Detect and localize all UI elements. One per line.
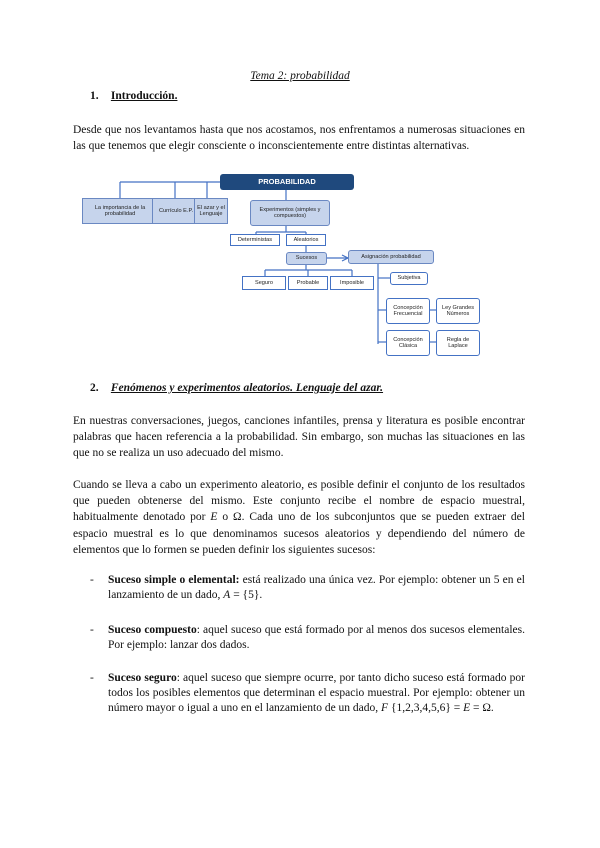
section-1-heading (90, 90, 177, 102)
probabilidad-node: PROBABILIDAD (220, 174, 354, 190)
imposible-node: Imposible (330, 276, 374, 290)
paragraph-3-part2: o Ω. Cada uno de los subconjuntos que se pueden extraer del espacio muestral es lo que denominamos sucesos aleatorios y dependiendo del número de elementos que lo formen se pueden definir los siguientes sucesos: (73, 511, 525, 556)
experimentos-node: Experimentos (simples y compuestos) (250, 200, 330, 226)
bullet-dash: - (90, 672, 94, 684)
bullet-suceso-simple (90, 573, 525, 603)
bullet-term: Suceso simple o elemental: (108, 574, 240, 586)
section-1-number: 1. (90, 90, 99, 102)
bullet-math-var2: E (463, 702, 471, 715)
importancia-node: La importancia de la probabilidad (82, 198, 158, 224)
bullet-math-rest2: = Ω. (470, 702, 494, 715)
bullet-suceso-compuesto (90, 623, 525, 653)
paragraph-3-part1: Cuando se lleva a cabo un experimento aleatorio, es posible definir el conjunto de los resultados que pueden obtenerse del mismo. Este conjunto recibe el nombre de espacio muestral, habitualmente denotado por (73, 479, 525, 524)
deterministas-node: Deterministas (230, 234, 280, 246)
seguro-node: Seguro (242, 276, 286, 290)
probability-concept-map (80, 174, 490, 362)
bullet-math-rest: {1,2,3,4,5,6} = (388, 702, 464, 715)
section-2-heading (90, 382, 383, 394)
bullet-text: está realizado una única vez. Por ejemplo: obtener un 5 en el lanzamiento de un dado, (108, 574, 525, 602)
subjetiva-node: Subjetiva (390, 272, 428, 285)
paragraph-2: En nuestras conversaciones, juegos, canciones infantiles, prensa y literatura es posible encontrar palabras que hacen referencia a la probabilidad. Sin embargo, son muchas las situaciones en las que no se realiza un uso adecuado del mismo. (73, 415, 525, 460)
section-2-number: 2. (90, 382, 99, 394)
grandes-numeros-node: Ley Grandes Números (436, 298, 480, 324)
paragraph-3 (73, 477, 525, 558)
section-2-title: Fenómenos y experimentos aleatorios. Lenguaje del azar. (110, 382, 384, 394)
azar-lenguaje-node: El azar y el Lenguaje (194, 198, 228, 224)
bullet-text: : aquel suceso que siempre ocurre, por tanto dicho suceso está formado por todos los posibles elementos que determinan el espacio muestral. Por ejemplo: obtener un número mayor o igual a uno en el lanzamiento de un dado, (108, 672, 525, 715)
bullet-dash: - (90, 624, 94, 636)
bullet-math-var: F (381, 702, 389, 715)
curriculo-node: Currículo E.P. (152, 198, 200, 224)
page-title: Tema 2: probabilidad (250, 70, 350, 82)
bullet-term: Suceso compuesto (108, 624, 197, 636)
probable-node: Probable (288, 276, 328, 290)
bullet-suceso-seguro (90, 671, 525, 717)
bullet-term: Suceso seguro (108, 672, 177, 684)
bullet-dash: - (90, 574, 94, 586)
laplace-node: Regla de Laplace (436, 330, 480, 356)
intro-paragraph: Desde que nos levantamos hasta que nos acostamos, nos enfrentamos a numerosas situaciones en las que tenemos que elegir consciente o inconscientemente entre distintas alternativas. (73, 124, 525, 153)
bullet-math-var: A (223, 589, 231, 602)
clasica-node: Concepción Clásica (386, 330, 430, 356)
frecuencial-node: Concepción Frecuencial (386, 298, 430, 324)
asignacion-node: Asignación probabilidad (348, 250, 434, 264)
aleatorios-node: Aleatorios (286, 234, 326, 246)
paragraph-3-E: E (210, 511, 218, 524)
sucesos-node: Sucesos (286, 252, 327, 265)
bullet-text: : aquel suceso que está formado por al menos dos sucesos elementales. Por ejemplo: lanzar dos dados. (108, 624, 525, 652)
bullet-math-rest: = {5}. (230, 589, 263, 602)
section-1-title: Introducción. (110, 90, 178, 102)
